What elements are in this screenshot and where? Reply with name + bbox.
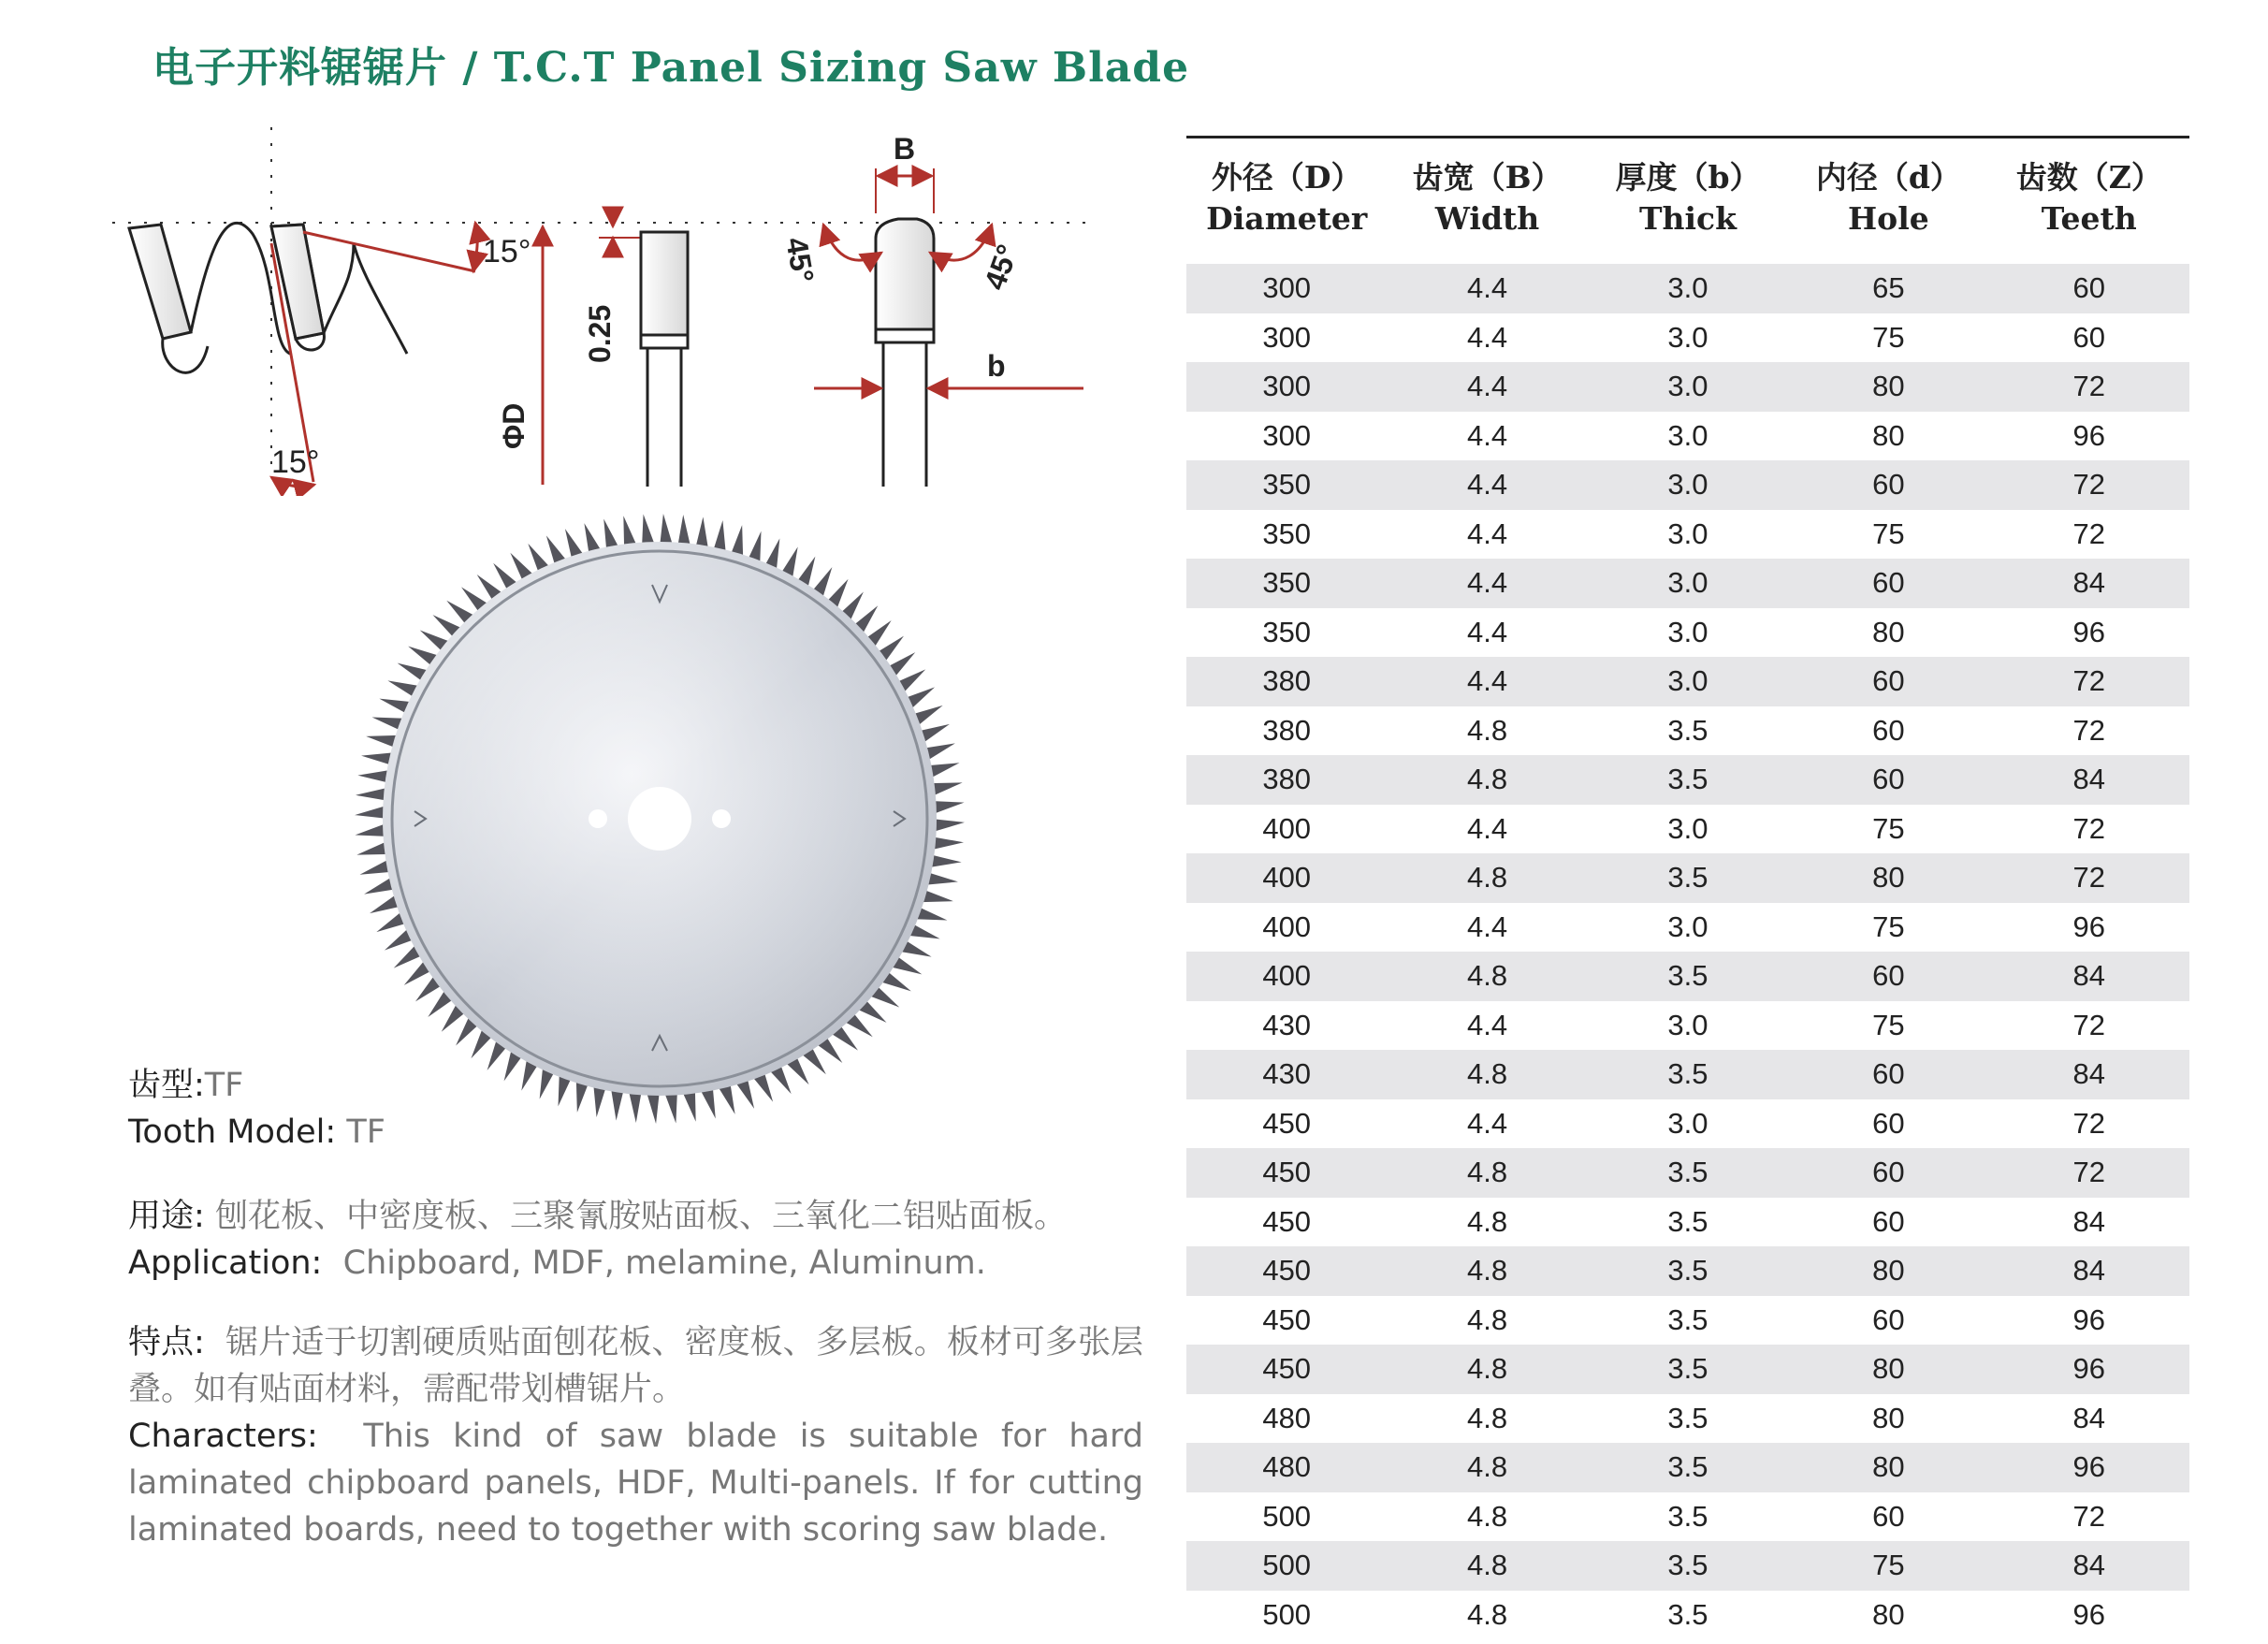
cell-width: 4.8	[1387, 706, 1587, 756]
cell-width: 4.8	[1387, 1198, 1587, 1247]
cell-teeth: 84	[1989, 1541, 2189, 1591]
cell-thick: 3.5	[1588, 1443, 1788, 1492]
cell-teeth: 72	[1989, 362, 2189, 412]
cell-width: 4.4	[1387, 412, 1587, 461]
characters-en-label: Characters:	[128, 1418, 318, 1455]
cell-diameter: 400	[1186, 952, 1387, 1001]
cell-width: 4.8	[1387, 1345, 1587, 1394]
cell-thick: 3.5	[1588, 755, 1788, 805]
table-row	[1186, 805, 2189, 854]
bevel-right-label: 45°	[977, 240, 1025, 295]
cell-hole: 60	[1788, 1198, 1988, 1247]
table-row	[1186, 1345, 2189, 1394]
cell-teeth: 96	[1989, 1443, 2189, 1492]
table-row	[1186, 903, 2189, 953]
cell-width: 4.8	[1387, 755, 1587, 805]
application-cn	[128, 1193, 1067, 1240]
tooth-model	[128, 1062, 385, 1156]
cell-teeth: 84	[1989, 559, 2189, 608]
cell-thick: 3.0	[1588, 313, 1788, 363]
tooth-model-cn-label: 齿型:	[128, 1067, 205, 1104]
tooth-model-en-value: TF	[346, 1113, 385, 1151]
application-cn-text: 刨花板、中密度板、三聚氰胺贴面板、三氧化二铝贴面板。	[214, 1198, 1067, 1235]
cell-thick: 3.0	[1588, 412, 1788, 461]
header-teeth: 齿数（Z） Teeth	[2015, 159, 2162, 237]
cell-teeth: 72	[1989, 510, 2189, 560]
cell-thick: 3.5	[1588, 1591, 1788, 1640]
cell-diameter: 400	[1186, 903, 1387, 953]
cell-diameter: 300	[1186, 412, 1387, 461]
cell-diameter: 350	[1186, 559, 1387, 608]
cell-width: 4.4	[1387, 559, 1587, 608]
cell-hole: 75	[1788, 510, 1988, 560]
characters-cn-label: 特点:	[128, 1324, 205, 1361]
table-row	[1186, 657, 2189, 706]
cell-width: 4.8	[1387, 1591, 1587, 1640]
table-row	[1186, 1541, 2189, 1591]
rake-line	[303, 232, 475, 271]
cell-width: 4.4	[1387, 258, 1587, 313]
tooth-model-cn	[128, 1062, 385, 1109]
cell-teeth: 96	[1989, 903, 2189, 953]
cell-teeth: 72	[1989, 1492, 2189, 1542]
table-body	[1186, 258, 2189, 1639]
cell-diameter: 430	[1186, 1001, 1387, 1051]
cell-hole: 80	[1788, 1591, 1988, 1640]
cell-hole: 80	[1788, 1394, 1988, 1444]
cell-thick: 3.5	[1588, 1148, 1788, 1198]
table-row	[1186, 460, 2189, 510]
bevel-left-label: 45°	[779, 234, 821, 285]
header-hole: 内径（d） Hole	[1815, 159, 1961, 237]
cell-diameter: 450	[1186, 1246, 1387, 1296]
cell-teeth: 84	[1989, 1050, 2189, 1099]
application-en-text: Chipboard, MDF, melamine, Aluminum.	[342, 1244, 986, 1282]
cell-width: 4.4	[1387, 903, 1587, 953]
characters-section	[128, 1319, 1143, 1553]
cell-diameter: 350	[1186, 510, 1387, 560]
cell-hole: 80	[1788, 362, 1988, 412]
table-row	[1186, 1296, 2189, 1346]
cell-width: 4.8	[1387, 1394, 1587, 1444]
application-cn-label: 用途:	[128, 1198, 205, 1235]
cell-width: 4.4	[1387, 362, 1587, 412]
cell-teeth: 72	[1989, 1001, 2189, 1051]
cell-diameter: 450	[1186, 1345, 1387, 1394]
cell-thick: 3.0	[1588, 657, 1788, 706]
cell-hole: 60	[1788, 952, 1988, 1001]
tooth-model-cn-value: TF	[204, 1067, 244, 1104]
cell-hole: 60	[1788, 1492, 1988, 1542]
table-row	[1186, 853, 2189, 903]
pin-hole-right	[712, 809, 731, 828]
table-row	[1186, 1246, 2189, 1296]
table-row	[1186, 559, 2189, 608]
cell-teeth: 84	[1989, 1198, 2189, 1247]
cell-thick: 3.0	[1588, 510, 1788, 560]
cell-hole: 80	[1788, 853, 1988, 903]
table-row	[1186, 1198, 2189, 1247]
cell-diameter: 350	[1186, 460, 1387, 510]
cell-hole: 60	[1788, 460, 1988, 510]
cell-hole: 60	[1788, 1050, 1988, 1099]
cell-width: 4.8	[1387, 952, 1587, 1001]
cell-thick: 3.5	[1588, 1296, 1788, 1346]
cell-thick: 3.5	[1588, 1394, 1788, 1444]
cell-width: 4.4	[1387, 510, 1587, 560]
page-title: 电子开料锯锯片 / T.C.T Panel Sizing Saw Blade	[153, 44, 1190, 92]
cell-hole: 60	[1788, 559, 1988, 608]
cell-teeth: 60	[1989, 258, 2189, 313]
cell-teeth: 72	[1989, 706, 2189, 756]
width-label: B	[894, 132, 916, 166]
cell-hole: 60	[1788, 706, 1988, 756]
cell-teeth: 72	[1989, 460, 2189, 510]
cell-thick: 3.5	[1588, 952, 1788, 1001]
cell-thick: 3.0	[1588, 460, 1788, 510]
angle-top-arc	[473, 223, 477, 271]
table-row	[1186, 1394, 2189, 1444]
cell-diameter: 300	[1186, 362, 1387, 412]
cell-thick: 3.0	[1588, 608, 1788, 658]
table-row	[1186, 608, 2189, 658]
saw-blade-image	[351, 510, 968, 1128]
tooth-geometry-diagram	[103, 122, 1095, 496]
cell-hole: 65	[1788, 258, 1988, 313]
cell-hole: 80	[1788, 1443, 1988, 1492]
tooth-model-en-label: Tooth Model:	[128, 1113, 337, 1151]
cell-teeth: 72	[1989, 657, 2189, 706]
thick-label: b	[987, 349, 1006, 383]
diameter-label: ΦD	[497, 402, 531, 449]
cell-teeth: 72	[1989, 853, 2189, 903]
application-en-label: Application:	[128, 1244, 323, 1282]
cell-width: 4.4	[1387, 1099, 1587, 1149]
cell-diameter: 380	[1186, 755, 1387, 805]
cell-thick: 3.5	[1588, 1345, 1788, 1394]
cell-diameter: 380	[1186, 706, 1387, 756]
table-row	[1186, 313, 2189, 363]
cell-teeth: 96	[1989, 608, 2189, 658]
cell-width: 4.4	[1387, 608, 1587, 658]
table-row	[1186, 1050, 2189, 1099]
application-section	[128, 1193, 1067, 1287]
characters-cn-text: 锯片适于切割硬质贴面刨花板、密度板、多层板。板材可多张层叠。如有贴面材料，需配带划槽锯片。	[128, 1324, 1143, 1408]
cell-width: 4.4	[1387, 313, 1587, 363]
cell-diameter: 450	[1186, 1148, 1387, 1198]
cell-teeth: 96	[1989, 1296, 2189, 1346]
cell-diameter: 480	[1186, 1443, 1387, 1492]
table-row	[1186, 362, 2189, 412]
header-thick: 厚度（b） Thick	[1615, 159, 1761, 237]
cell-thick: 3.0	[1588, 362, 1788, 412]
characters-en	[128, 1413, 1143, 1553]
cell-diameter: 450	[1186, 1198, 1387, 1247]
cell-hole: 60	[1788, 1099, 1988, 1149]
cell-width: 4.8	[1387, 1541, 1587, 1591]
cell-diameter: 350	[1186, 608, 1387, 658]
cell-width: 4.8	[1387, 1296, 1587, 1346]
cell-hole: 60	[1788, 657, 1988, 706]
cell-width: 4.8	[1387, 1492, 1587, 1542]
cell-diameter: 400	[1186, 805, 1387, 854]
characters-cn	[128, 1319, 1143, 1413]
cell-width: 4.4	[1387, 657, 1587, 706]
cell-teeth: 84	[1989, 1394, 2189, 1444]
cell-teeth: 84	[1989, 952, 2189, 1001]
table-row	[1186, 755, 2189, 805]
table-row	[1186, 1099, 2189, 1149]
cell-thick: 3.5	[1588, 1492, 1788, 1542]
header-width: 齿宽（B） Width	[1412, 159, 1563, 237]
table-header-row	[1186, 138, 2189, 259]
cell-hole: 80	[1788, 412, 1988, 461]
cell-diameter: 450	[1186, 1296, 1387, 1346]
tooth-model-en	[128, 1109, 385, 1156]
cell-teeth: 72	[1989, 1148, 2189, 1198]
cell-width: 4.8	[1387, 1443, 1587, 1492]
cell-teeth: 60	[1989, 313, 2189, 363]
angle-bottom-label: 15°	[271, 444, 320, 480]
cell-hole: 75	[1788, 313, 1988, 363]
table-row	[1186, 412, 2189, 461]
cell-thick: 3.0	[1588, 1099, 1788, 1149]
cell-diameter: 300	[1186, 313, 1387, 363]
table-row	[1186, 706, 2189, 756]
cell-diameter: 430	[1186, 1050, 1387, 1099]
depth-label: 0.25	[583, 304, 617, 363]
cell-thick: 3.0	[1588, 1001, 1788, 1051]
spec-table	[1186, 136, 2189, 1639]
cell-hole: 75	[1788, 1541, 1988, 1591]
cell-width: 4.8	[1387, 1246, 1587, 1296]
cell-thick: 3.0	[1588, 559, 1788, 608]
cell-width: 4.8	[1387, 1148, 1587, 1198]
cell-teeth: 96	[1989, 1345, 2189, 1394]
header-diameter: 外径（D） Diameter	[1206, 159, 1368, 237]
cell-hole: 60	[1788, 755, 1988, 805]
table-row	[1186, 1492, 2189, 1542]
cell-hole: 80	[1788, 608, 1988, 658]
cell-thick: 3.0	[1588, 258, 1788, 313]
cell-teeth: 72	[1989, 805, 2189, 854]
tooth-front-bevel	[876, 219, 934, 487]
cell-width: 4.4	[1387, 460, 1587, 510]
cell-thick: 3.5	[1588, 1050, 1788, 1099]
cell-teeth: 84	[1989, 1246, 2189, 1296]
cell-hole: 80	[1788, 1345, 1988, 1394]
tooth-front-flat	[641, 232, 688, 487]
cell-teeth: 72	[1989, 1099, 2189, 1149]
cell-width: 4.4	[1387, 1001, 1587, 1051]
cell-thick: 3.0	[1588, 903, 1788, 953]
cell-thick: 3.5	[1588, 853, 1788, 903]
application-en	[128, 1240, 1067, 1287]
cell-teeth: 96	[1989, 1591, 2189, 1640]
cell-diameter: 400	[1186, 853, 1387, 903]
cell-diameter: 300	[1186, 258, 1387, 313]
cell-hole: 75	[1788, 1001, 1988, 1051]
table-row	[1186, 952, 2189, 1001]
pin-hole-left	[589, 809, 607, 828]
table-row	[1186, 1148, 2189, 1198]
cell-thick: 3.5	[1588, 706, 1788, 756]
cell-hole: 60	[1788, 1296, 1988, 1346]
cell-diameter: 500	[1186, 1492, 1387, 1542]
table-row	[1186, 1001, 2189, 1051]
cell-width: 4.8	[1387, 853, 1587, 903]
cell-thick: 3.5	[1588, 1198, 1788, 1247]
table-row	[1186, 510, 2189, 560]
arbor-hole	[628, 787, 691, 851]
cell-width: 4.4	[1387, 805, 1587, 854]
cell-hole: 60	[1788, 1148, 1988, 1198]
cell-hole: 80	[1788, 1246, 1988, 1296]
cell-diameter: 500	[1186, 1591, 1387, 1640]
cell-teeth: 96	[1989, 412, 2189, 461]
characters-en-text: This kind of saw blade is suitable for hard laminated chipboard panels, HDF, Multi-panels. If for cutting laminated boards, need to together with scoring saw blade.	[128, 1418, 1143, 1549]
cell-hole: 75	[1788, 805, 1988, 854]
cell-teeth: 84	[1989, 755, 2189, 805]
table-row	[1186, 1443, 2189, 1492]
cell-diameter: 380	[1186, 657, 1387, 706]
table-row	[1186, 258, 2189, 313]
cell-diameter: 450	[1186, 1099, 1387, 1149]
cell-diameter: 480	[1186, 1394, 1387, 1444]
cell-thick: 3.0	[1588, 805, 1788, 854]
cell-thick: 3.5	[1588, 1541, 1788, 1591]
cell-width: 4.8	[1387, 1050, 1587, 1099]
cell-diameter: 500	[1186, 1541, 1387, 1591]
cell-hole: 75	[1788, 903, 1988, 953]
table-row	[1186, 1591, 2189, 1640]
cell-thick: 3.5	[1588, 1246, 1788, 1296]
angle-top-label: 15°	[483, 234, 531, 269]
